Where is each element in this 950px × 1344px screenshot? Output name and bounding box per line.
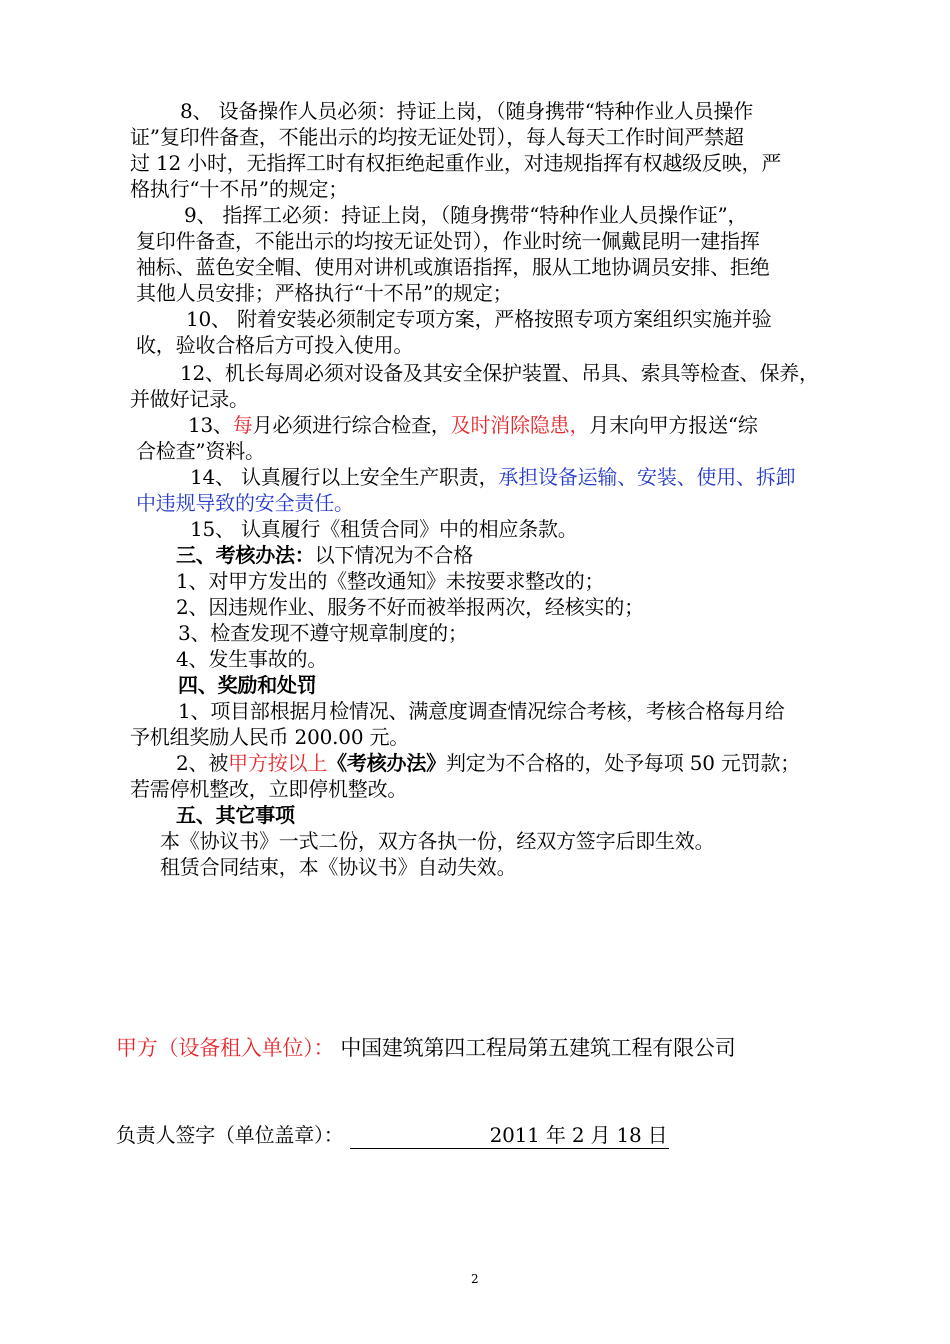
section-3-item-1: 1、对甲方发出的《整改通知》未按要求整改的；: [176, 569, 605, 593]
item-14-text: 14、 认真履行以上安全生产职责，: [190, 465, 499, 489]
section-4-rule-2-prefix: 2、被: [176, 751, 229, 775]
party-a-label: 甲方（设备租入单位）：: [116, 1036, 335, 1060]
party-a-name: 中国建筑第四工程局第五建筑工程有限公司: [340, 1036, 736, 1060]
section-4-rule-2-line-2: 若需停机整改，立即停机整改。: [130, 777, 408, 801]
item-14-line-1: [190, 464, 795, 490]
item-9-line-4: 其他人员安排；严格执行“十不吊”的规定；: [136, 281, 513, 305]
item-8-line-4: 格执行“十不吊”的规定；: [130, 177, 349, 201]
signature-date: 2011 年 2 月 18 日: [350, 1122, 670, 1149]
item-13-red-each: 每: [232, 413, 253, 437]
section-4-rule-1-line-1: 1、项目部根据月检情况、满意度调查情况综合考核，考核合格每月给: [178, 699, 785, 723]
section-5-line-1: 本《协议书》一式二份，双方各执一份，经双方签字后即生效。: [160, 829, 715, 853]
signature-line: [116, 1122, 669, 1149]
signature-label: 负责人签字（单位盖章）：: [116, 1123, 344, 1147]
item-13-text-a: 月必须进行综合检查，: [252, 413, 451, 437]
item-10-line-2: 收，验收合格后方可投入使用。: [136, 333, 414, 357]
item-14-line-2: 中违规导致的安全责任。: [136, 491, 354, 515]
item-15: 15、 认真履行《租赁合同》中的相应条款。: [190, 517, 578, 541]
item-9-line-1: 9、 指挥工必须：持证上岗，（随身携带“特种作业人员操作证”，: [184, 203, 748, 227]
item-12-line-1: 12、机长每周必须对设备及其安全保护装置、吊具、索具等检查、保养，: [180, 361, 819, 385]
item-13-line-2: 合检查”资料。: [136, 439, 265, 463]
section-4-rule-2-red: 甲方按以上: [228, 751, 328, 775]
section-4-rule-2-line-1: [176, 750, 800, 776]
item-12-line-2: 并做好记录。: [130, 387, 249, 411]
section-5-line-2: 租赁合同结束，本《协议书》自动失效。: [160, 855, 517, 879]
section-3-item-4: 4、发生事故的。: [176, 647, 328, 671]
item-14-blue-text: 承担设备运输、安装、使用、拆卸: [498, 465, 796, 489]
section-3-heading: [176, 542, 473, 568]
party-a-line: [116, 1034, 736, 1062]
section-4-rule-2-bold: 《考核办法》: [327, 751, 446, 775]
section-5-heading: 五、其它事项: [176, 803, 295, 827]
section-3-subtitle: 以下情况为不合格: [314, 543, 474, 567]
section-3-item-2: 2、因违规作业、服务不好而被举报两次，经核实的；: [176, 595, 644, 619]
section-4-rule-1-line-2: 予机组奖励人民币 200.00 元。: [130, 725, 410, 749]
item-13-red-hazard: 及时消除隐患，: [450, 413, 590, 437]
section-4-heading: 四、奖励和处罚: [178, 673, 317, 697]
section-3-item-3: 3、检查发现不遵守规章制度的；: [178, 621, 468, 645]
item-10-line-1: 10、 附着安装必须制定专项方案，严格按照专项方案组织实施并验: [186, 307, 772, 331]
item-13-text-b: 月末向甲方报送“综: [589, 413, 758, 437]
section-3-title: 三、考核办法：: [176, 543, 315, 567]
section-4-rule-2-rest: 判定为不合格的，处予每项 50 元罚款；: [445, 751, 801, 775]
item-8-line-3: 过 12 小时，无指挥工时有权拒绝起重作业，对违规指挥有权越级反映，严: [130, 151, 782, 175]
page-number: 2: [471, 1272, 479, 1286]
item-8-line-1: 8、 设备操作人员必须：持证上岗，（随身携带“特种作业人员操作: [180, 99, 754, 123]
item-8-line-2: 证”复印件备查，不能出示的均按无证处罚），每人每天工作时间严禁超: [130, 125, 744, 149]
item-13-line-1: [188, 412, 758, 438]
item-9-line-3: 袖标、蓝色安全帽、使用对讲机或旗语指挥，服从工地协调员安排、拒绝: [136, 255, 770, 279]
item-13-number: 13、: [188, 413, 233, 437]
item-9-line-2: 复印件备查，不能出示的均按无证处罚），作业时统一佩戴昆明一建指挥: [136, 229, 760, 253]
